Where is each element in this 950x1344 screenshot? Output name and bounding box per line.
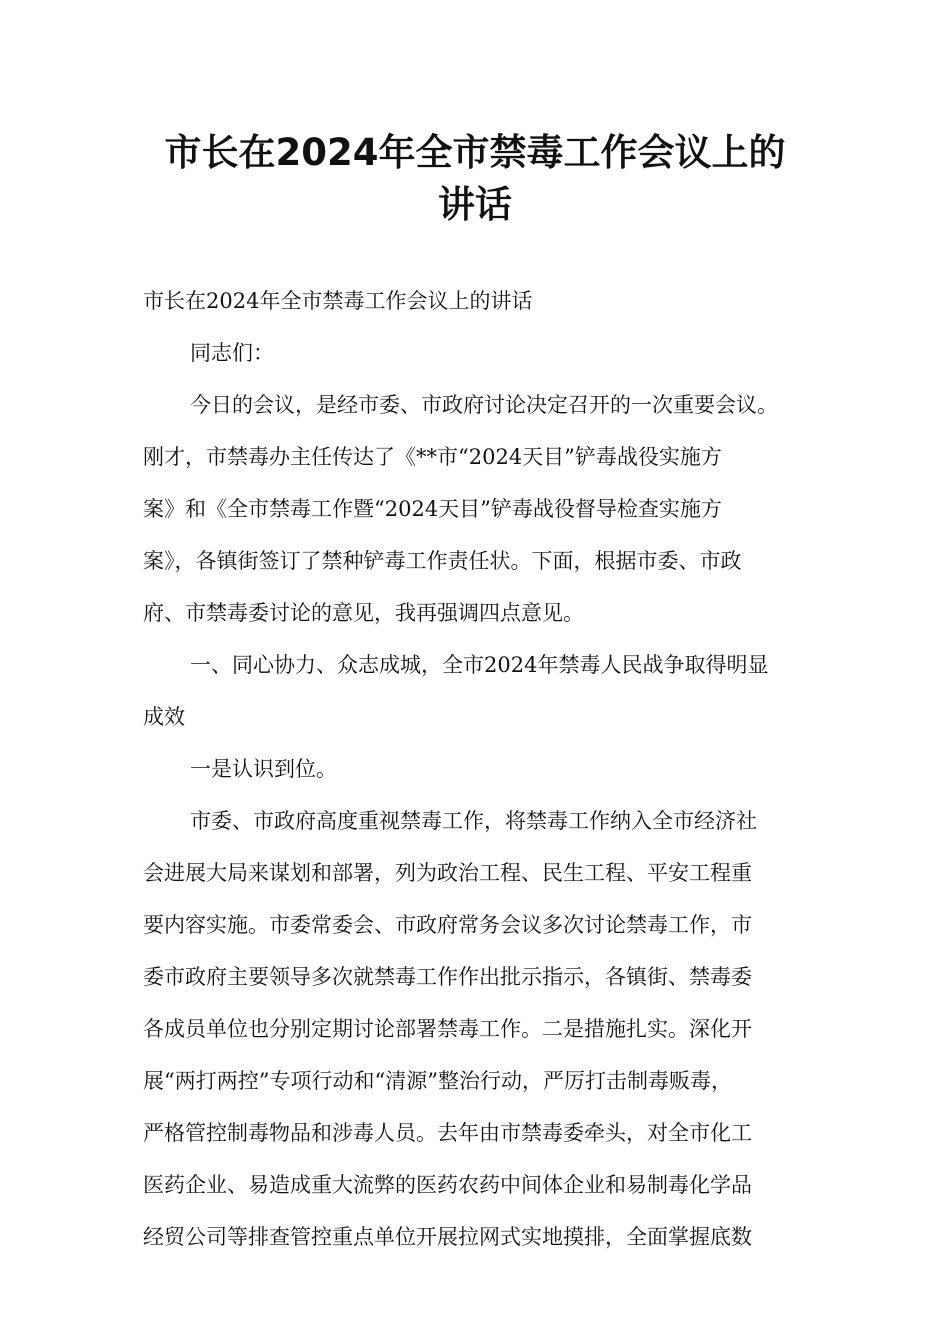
section-heading: 一、同心协力、众志成城，全市2024年禁毒人民战争取得明显 [190,653,769,677]
paragraph-line: 府、市禁毒委讨论的意见，我再强调四点意见。 [143,601,584,625]
paragraph-line: 刚才，市禁毒办主任传达了《**市“2024天目”铲毒战役实施方 [143,445,722,469]
document-title-line-2: 讲话 [438,183,512,226]
paragraph-line: 展“两打两控”专项行动和“清源”整治行动，严厉打击制毒贩毒， [143,1069,732,1093]
paragraph-line: 各成员单位也分别定期讨论部署禁毒工作。二是措施扎实。深化开 [143,1017,752,1041]
paragraph-line: 市委、市政府高度重视禁毒工作，将禁毒工作纳入全市经济社 [190,809,757,833]
section-heading: 成效 [143,705,185,729]
paragraph-line: 医药企业、易造成重大流弊的医药农药中间体企业和易制毒化学品 [143,1173,752,1197]
paragraph-line: 案》和《全市禁毒工作暨“2024天目”铲毒战役督导检查实施方 [143,497,722,521]
salutation: 同志们： [190,341,274,365]
paragraph-line: 案》，各镇街签订了禁种铲毒工作责任状。下面，根据市委、市政 [143,549,742,573]
paragraph-line: 会进展大局来谋划和部署，列为政治工程、民生工程、平安工程重 [143,861,752,885]
document-title-line-1: 市长在2024年全市禁毒工作会议上的 [164,131,786,174]
subtitle-line: 市长在2024年全市禁毒工作会议上的讲话 [143,289,533,313]
paragraph-line: 经贸公司等排查管控重点单位开展拉网式实地摸排，全面掌握底数 [143,1225,752,1249]
paragraph-line: 今日的会议，是经市委、市政府讨论决定召开的一次重要会议。 [190,393,778,417]
paragraph-line: 要内容实施。市委常委会、市政府常务会议多次讨论禁毒工作，市 [143,913,752,937]
subsection-heading: 一是认识到位。 [190,757,337,781]
paragraph-line: 委市政府主要领导多次就禁毒工作作出批示指示，各镇街、禁毒委 [143,965,752,989]
paragraph-line: 严格管控制毒物品和涉毒人员。去年由市禁毒委牵头，对全市化工 [143,1121,752,1145]
